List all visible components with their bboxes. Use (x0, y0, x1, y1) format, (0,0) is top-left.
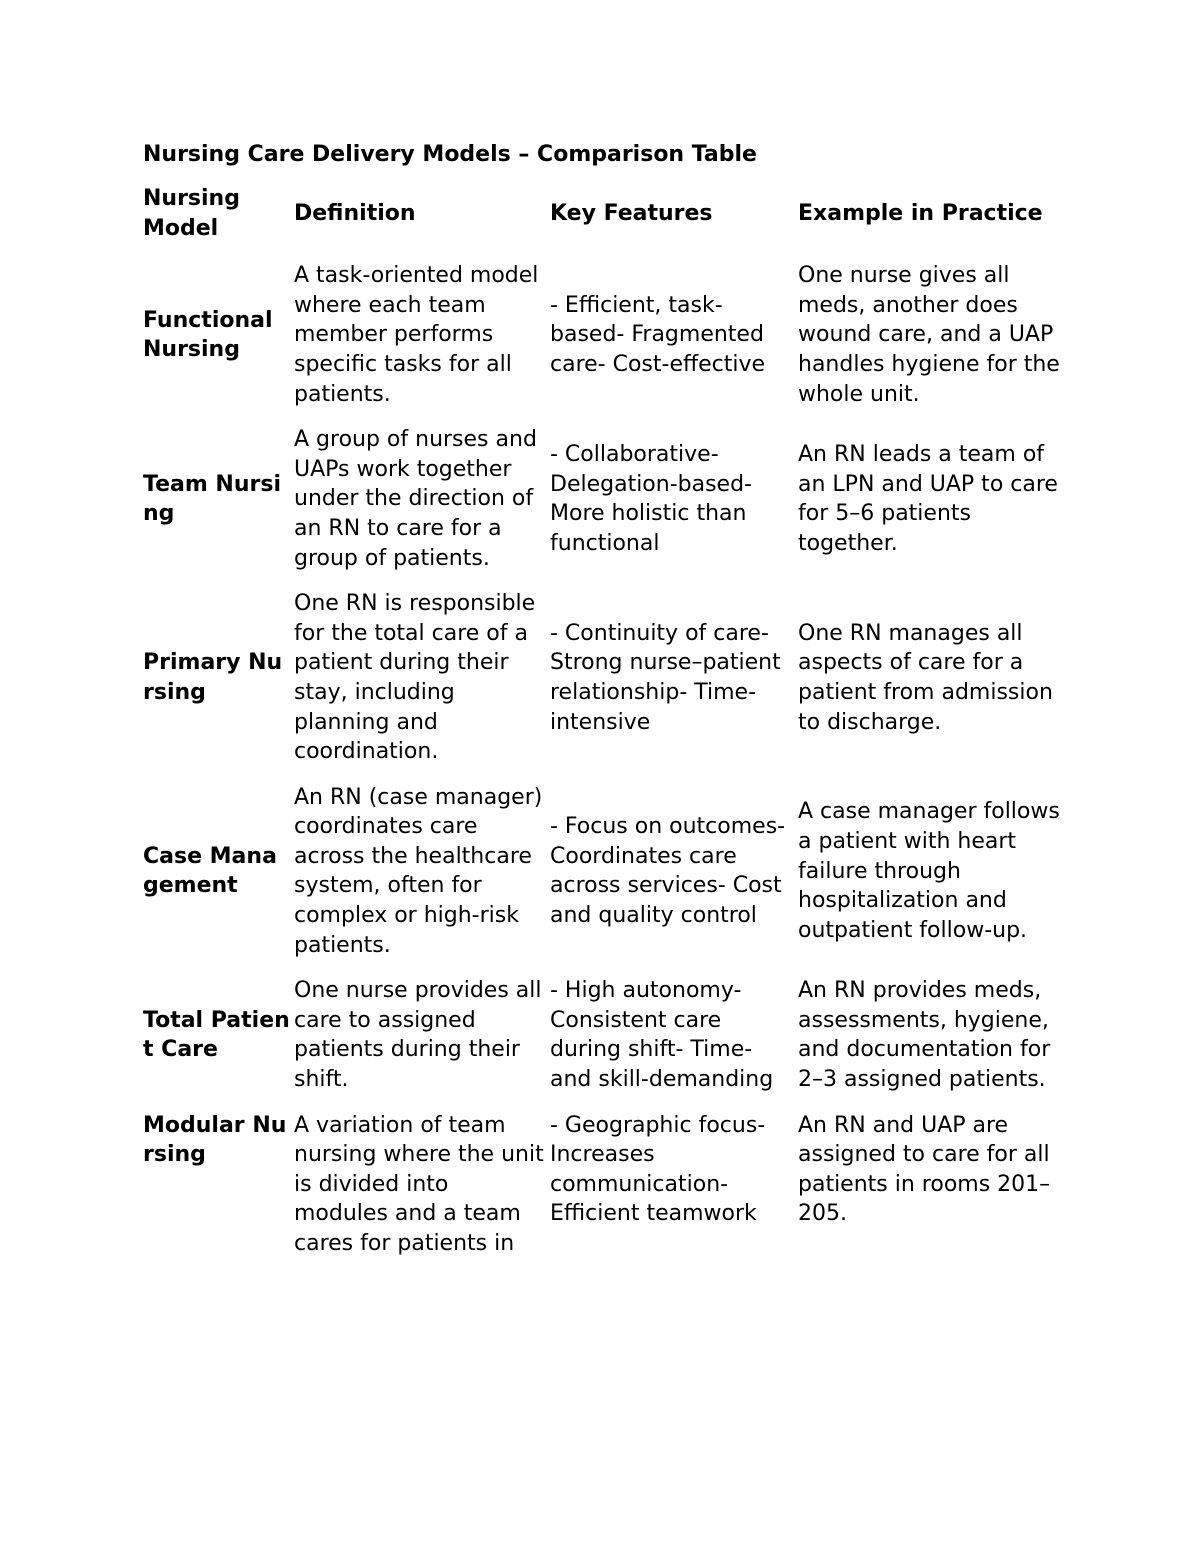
model-name-cell: Case Management (143, 843, 277, 899)
key-features-cell: - Geographic focus- Increases communication- Efficient teamwork (550, 1112, 766, 1227)
definition-cell: One RN is responsible for the total care of a patient during their stay, including planning and coordination. (294, 591, 536, 765)
key-features-cell: - Focus on outcomes- Coordinates care across services- Cost and quality control (550, 814, 786, 929)
definition-cell: A variation of team nursing where the unit is divided into modules and a team cares for patients in (294, 1112, 544, 1256)
table-row (143, 261, 1073, 425)
table-header-row (143, 184, 1073, 261)
key-features-cell: - Collaborative- Delegation-based- More holistic than functional (550, 441, 752, 556)
header-nursing-model: Nursing Model (143, 186, 240, 241)
key-features-cell: - Efficient, task-based- Fragmented care- Cost-effective (550, 292, 766, 377)
example-cell: A case manager follows a patient with heart failure through hospitalization and outpatient follow-up. (798, 799, 1060, 943)
definition-cell: One nurse provides all care to assigned patients during their shift. (294, 978, 542, 1093)
example-cell: One RN manages all aspects of care for a patient from admission to discharge. (798, 620, 1053, 735)
example-cell: An RN and UAP are assigned to care for all patients in rooms 201–205. (798, 1112, 1051, 1227)
definition-cell: A group of nurses and UAPs work together under the direction of an RN to care for a group of patients. (294, 427, 537, 571)
table-row (143, 783, 1073, 977)
model-name-cell: Functional Nursing (143, 307, 273, 363)
model-name-cell: Total Patient Care (143, 1007, 290, 1063)
definition-cell: A task-oriented model where each team member performs specific tasks for all patients. (294, 263, 539, 407)
definition-cell: An RN (case manager) coordinates care across the healthcare system, often for complex or high-risk patients. (294, 784, 543, 958)
example-cell: An RN provides meds, assessments, hygiene, and documentation for 2–3 assigned patients. (798, 978, 1051, 1093)
table-row (143, 425, 1073, 589)
key-features-cell: - Continuity of care- Strong nurse–patient relationship- Time-intensive (550, 620, 781, 735)
model-name-cell: Team Nursing (143, 471, 281, 527)
model-name-cell: Primary Nursing (143, 650, 283, 705)
table-row (143, 976, 1073, 1110)
example-cell: One nurse gives all meds, another does wound care, and a UAP handles hygiene for the whole unit. (798, 263, 1060, 407)
model-name-cell: Modular Nursing (143, 1112, 287, 1168)
comparison-table (143, 184, 1073, 1275)
table-row (143, 1111, 1073, 1275)
key-features-cell: - High autonomy- Consistent care during shift- Time- and skill-demanding (550, 978, 774, 1093)
document-page (143, 140, 1073, 1275)
header-definition: Definition (294, 200, 416, 226)
table-row (143, 589, 1073, 783)
example-cell: An RN leads a team of an LPN and UAP to care for 5–6 patients together. (798, 441, 1058, 556)
header-example: Example in Practice (798, 200, 1043, 226)
header-key-features: Key Features (550, 200, 713, 226)
document-title: Nursing Care Delivery Models – Comparison Table (143, 142, 757, 167)
